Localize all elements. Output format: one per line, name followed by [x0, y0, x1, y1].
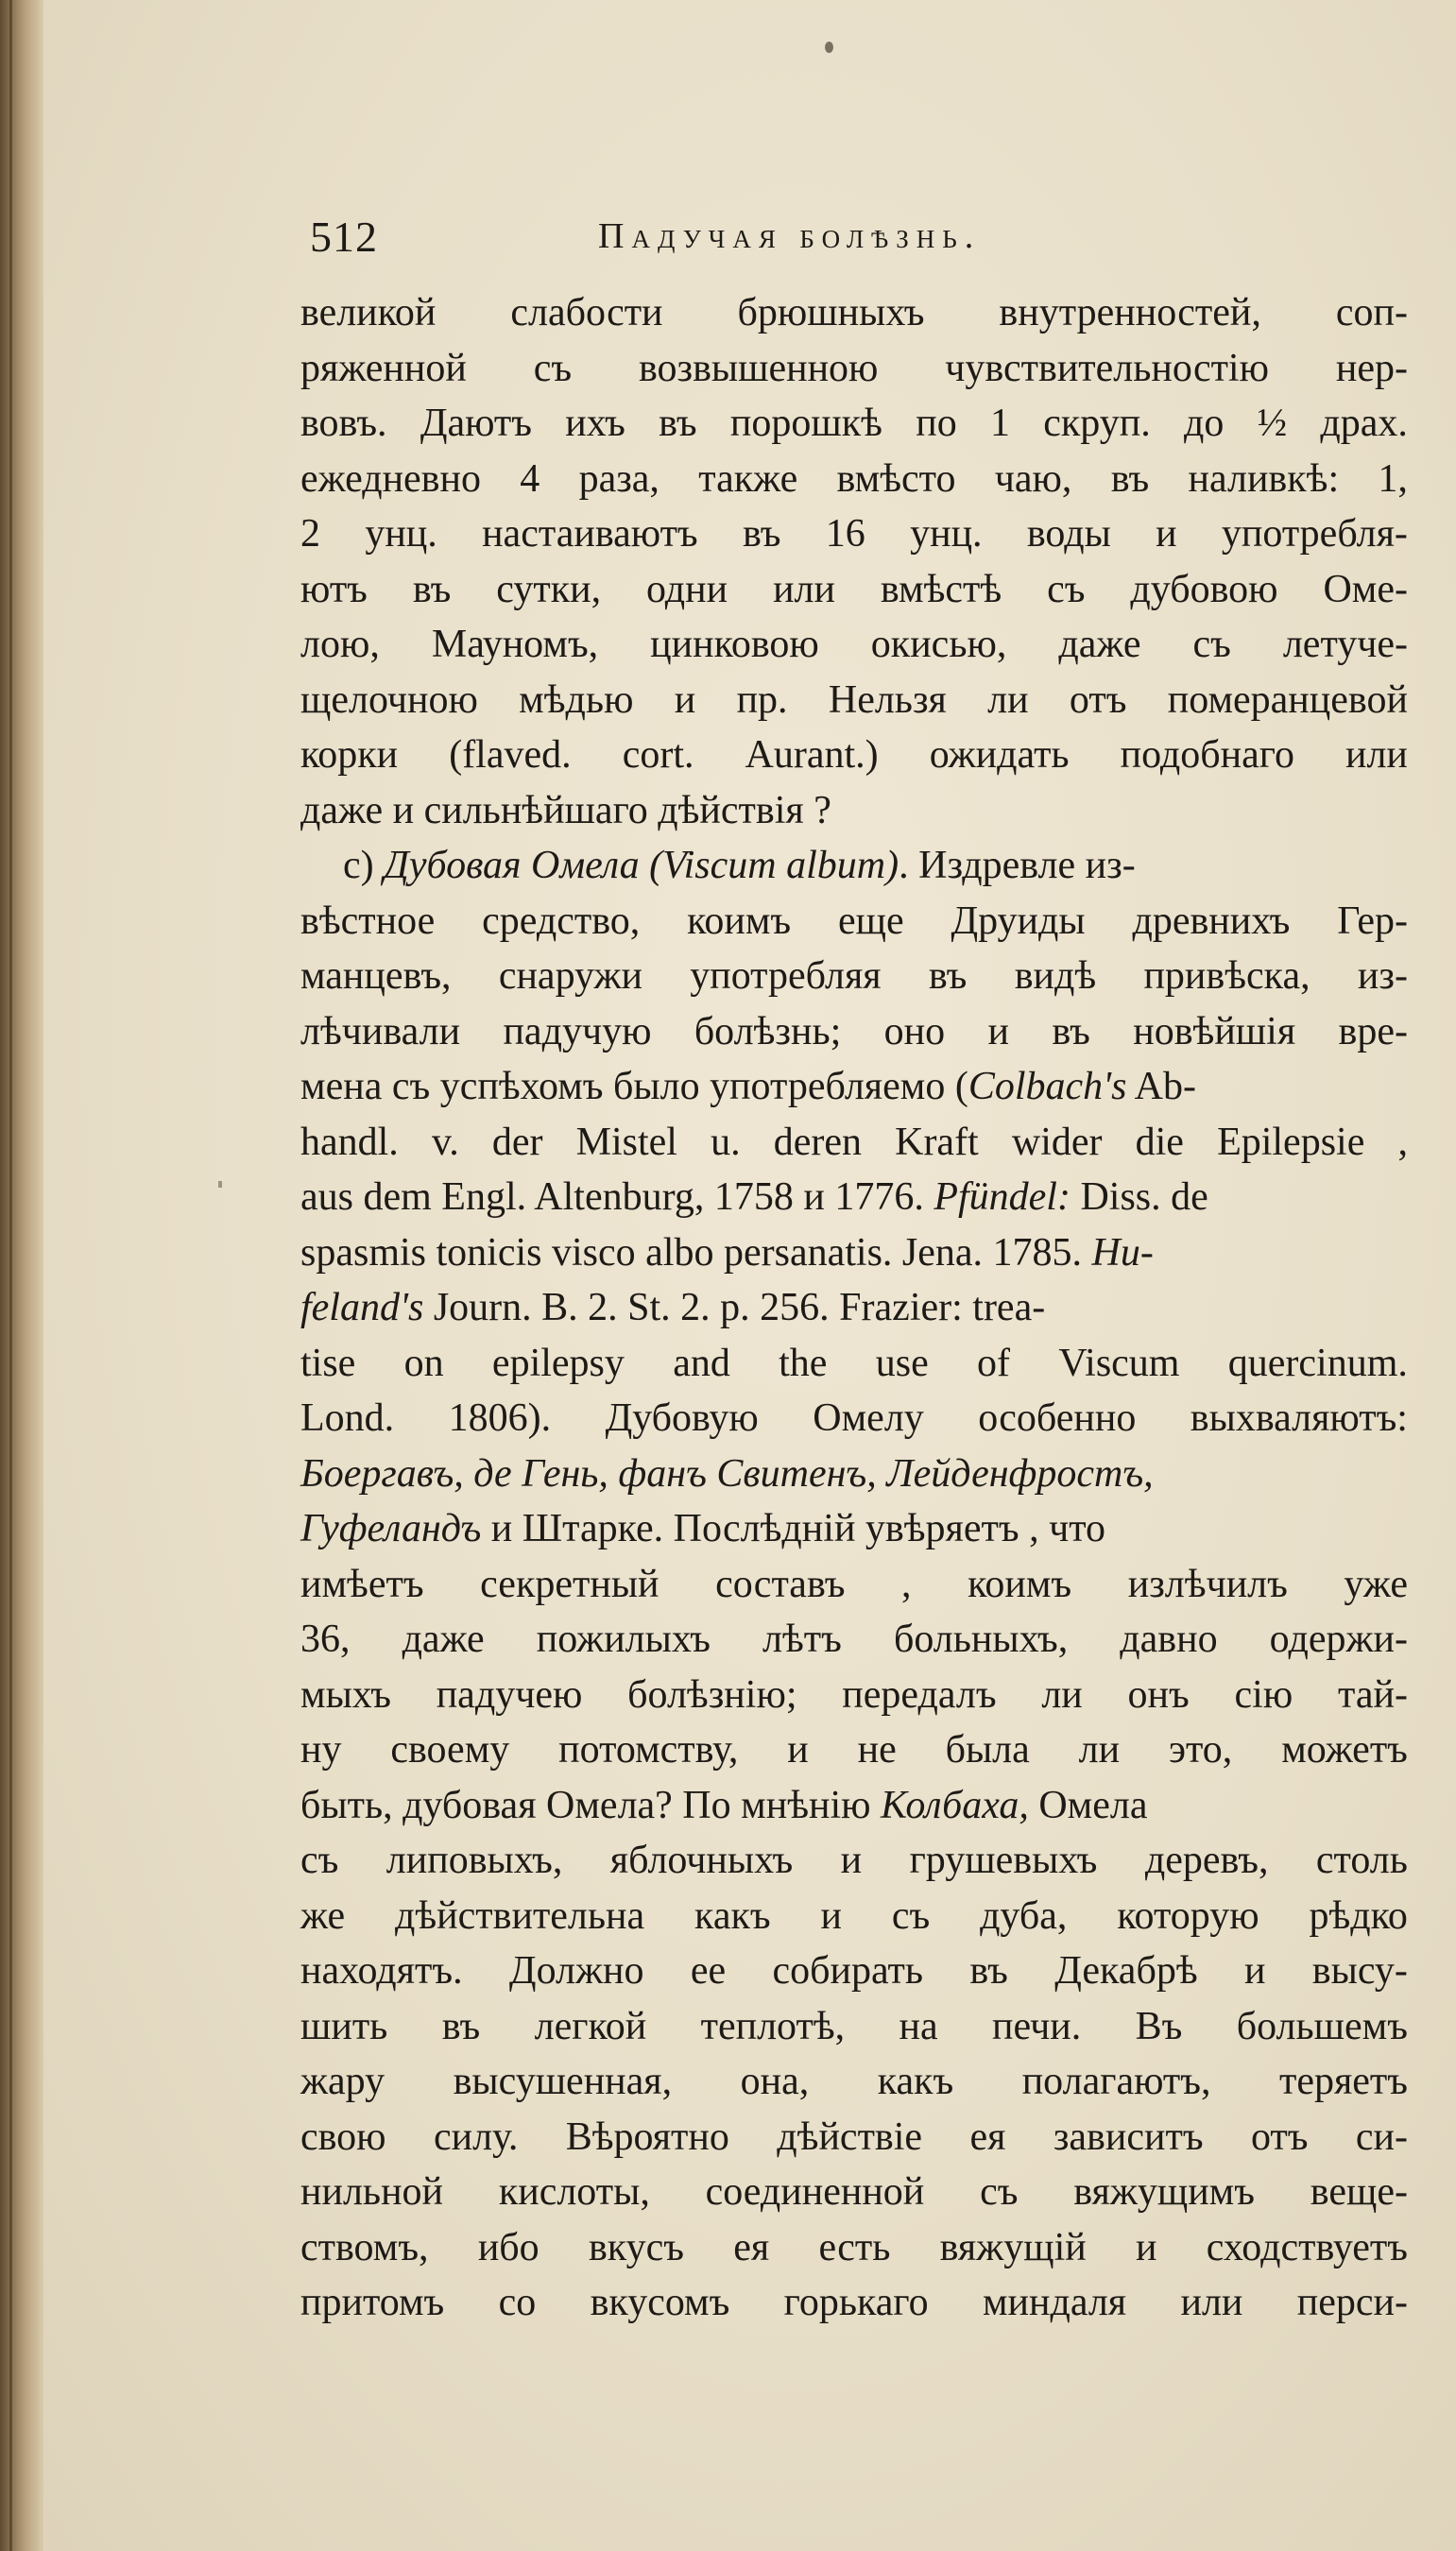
text-line: щелочною мѣдью и пр. Нельзя ли отъ померанцевой	[300, 677, 1408, 722]
text-line: ряженной съ возвышенною чувствительностію нер-	[300, 346, 1408, 390]
body-text	[300, 285, 1408, 2331]
text-line: даже и сильнѣйшаго дѣйствія ?	[300, 788, 831, 832]
text-line: мена съ успѣхомъ было употребляемо (Colbach's Ab-	[300, 1065, 1196, 1108]
running-title: Падучая болѣзнь.	[598, 216, 982, 256]
text-line: Гуфеландъ и Штарке. Послѣдній увѣряетъ , что	[300, 1507, 1106, 1550]
page-header	[310, 212, 1415, 268]
text-line: ну своему потомству, и не была ли это, можетъ	[300, 1728, 1408, 1772]
text-line: 2 унц. настаиваютъ въ 16 унц. воды и употребля-	[300, 512, 1408, 556]
text-line: великой слабости брюшныхъ внутренностей, соп-	[300, 291, 1408, 334]
text-line: ютъ въ сутки, одни или вмѣстѣ съ дубовою Оме-	[300, 567, 1408, 611]
text-line: нильной кислоты, соединенной съ вяжущимъ веще-	[300, 2170, 1408, 2214]
text-line: корки (flaved. cort. Aurant.) ожидать подобнаго или	[300, 733, 1408, 777]
text-line: находятъ. Должно ее собирать въ Декабрѣ и высу-	[300, 1949, 1408, 1993]
text-line: же дѣйствительна какъ и съ дуба, которую рѣдко	[300, 1893, 1408, 1938]
text-line: вѣстное средство, коимъ еще Друиды древнихъ Гер-	[300, 899, 1408, 943]
text-line: tise on epilepsy and the use of Viscum quercinum.	[300, 1341, 1408, 1385]
ink-spot	[825, 42, 833, 53]
text-line: мыхъ падучею болѣзнію; передалъ ли онъ сію тай-	[300, 1672, 1408, 1717]
spine-edge-line	[9, 0, 12, 2551]
text-line: лѣчивали падучую болѣзнь; оно и въ новѣйшія вре-	[300, 1009, 1408, 1053]
text-line: handl. v. der Mistel u. deren Kraft wider die Epilepsie ,	[300, 1120, 1408, 1164]
text-line: вовъ. Даютъ ихъ въ порошкѣ по 1 скруп. до ½ драх.	[300, 402, 1408, 445]
text-line: притомъ со вкусомъ горькаго миндаля или перси-	[300, 2281, 1408, 2324]
text-line: Боергавъ, де Гень, фанъ Свитенъ, Лейденфростъ,	[300, 1451, 1154, 1496]
text-line: aus dem Engl. Altenburg, 1758 и 1776. Pfündel: Diss. de	[300, 1175, 1208, 1219]
text-line: ежедневно 4 раза, также вмѣсто чаю, въ наливкѣ: 1,	[300, 456, 1408, 501]
text-line: 36, даже пожилыхъ лѣтъ больныхъ, давно одержи-	[300, 1618, 1408, 1661]
page-number: 512	[310, 213, 378, 261]
text-line: Lond. 1806). Дубовую Омелу особенно выхваляютъ:	[300, 1396, 1408, 1440]
text-line: быть, дубовая Омела? По мнѣнію Колбаха, Омела	[300, 1783, 1148, 1827]
text-line: feland's Journ. B. 2. St. 2. p. 256. Frazier: trea-	[300, 1286, 1046, 1329]
text-line: ствомъ, ибо вкусъ ея есть вяжущій и сходствуетъ	[300, 2225, 1408, 2269]
text-line: жару высушенная, она, какъ полагаютъ, теряетъ	[300, 2060, 1408, 2103]
text-line: c) Дубовая Омела (Viscum album). Издревле из-	[343, 844, 1136, 887]
text-line: съ липовыхъ, яблочныхъ и грушевыхъ деревъ, столь	[300, 1839, 1408, 1882]
book-spine-shadow	[0, 0, 43, 2551]
text-line: имѣетъ секретный составъ , коимъ излѣчилъ уже	[300, 1562, 1408, 1606]
text-line: шить въ легкой теплотѣ, на печи. Въ большемъ	[300, 2004, 1408, 2048]
margin-mark	[218, 1181, 222, 1188]
text-line: манцевъ, снаружи употребляя въ видѣ привѣска, из-	[300, 954, 1408, 998]
text-line: свою силу. Вѣроятно дѣйствіе ея зависитъ отъ си-	[300, 2114, 1408, 2159]
text-line: лою, Мауномъ, цинковою окисью, даже съ летуче-	[300, 623, 1408, 666]
text-line: spasmis tonicis visco albo persanatis. Jena. 1785. Hu-	[300, 1230, 1154, 1275]
